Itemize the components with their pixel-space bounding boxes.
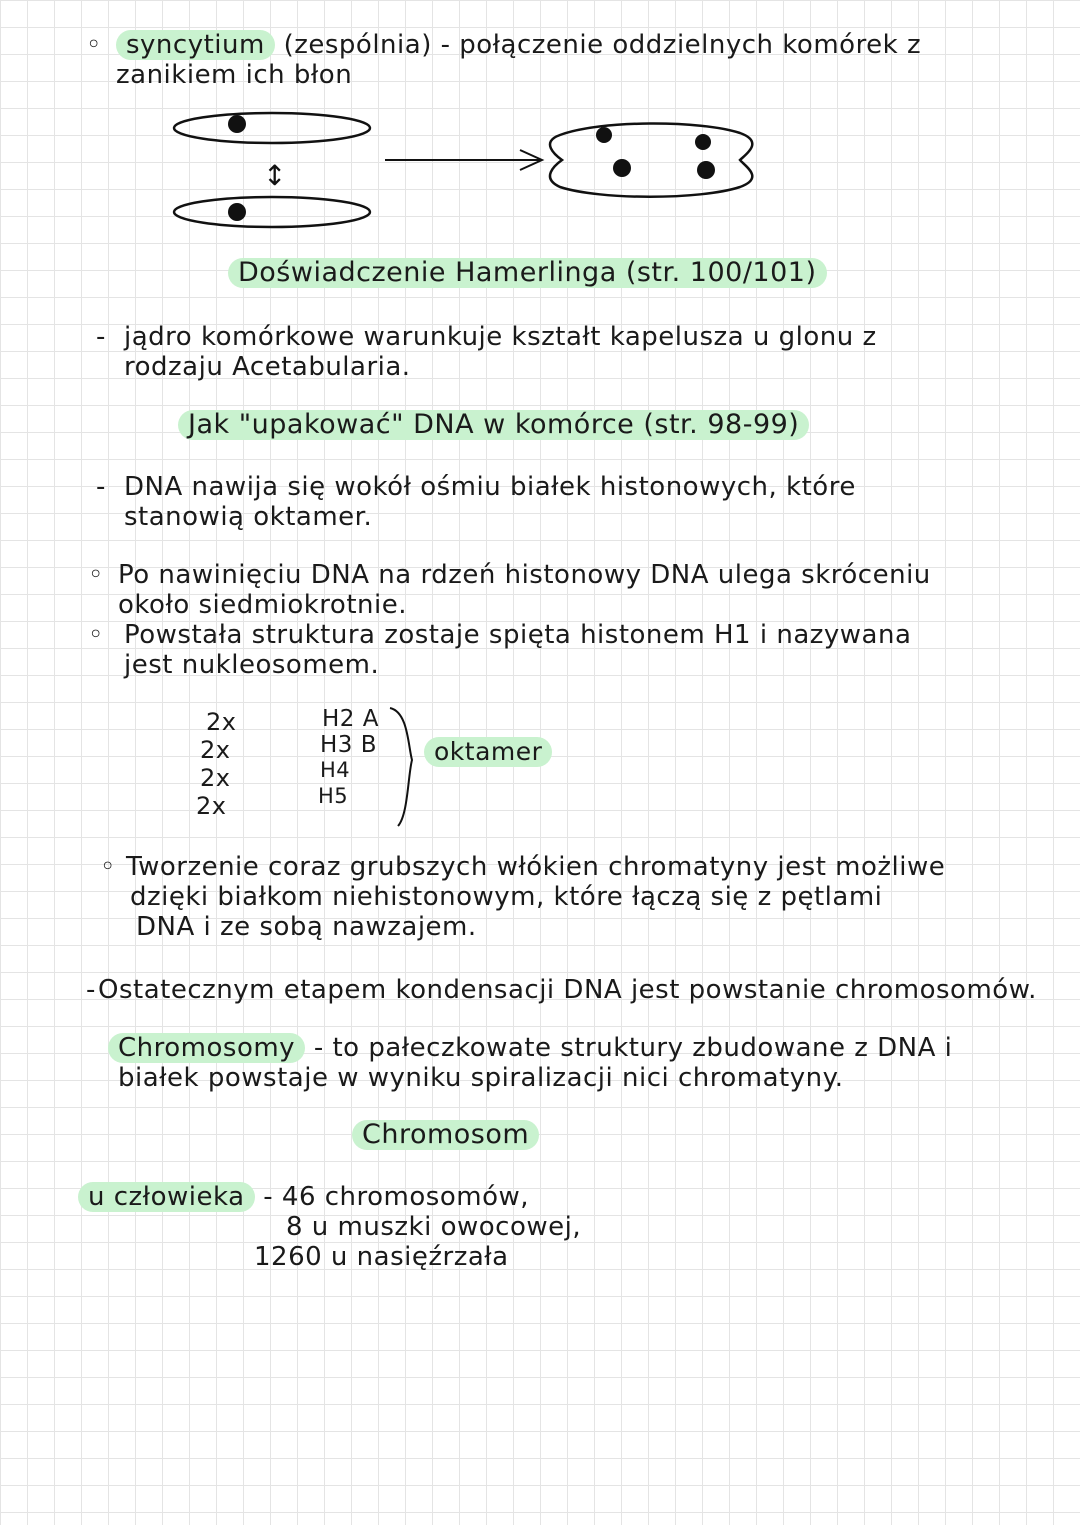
double-arrow-icon: ↕ <box>263 159 287 192</box>
packing-line-1: DNA nawija się wokół ośmiu białek histonowych, które <box>124 472 856 502</box>
chromosome-term: Chromosomy <box>108 1033 305 1063</box>
syncytium-term: syncytium <box>116 30 275 60</box>
octamer-count: 2x <box>200 764 231 792</box>
dash-bullet: - <box>96 472 106 502</box>
syncytium-definition: (zespólnia) - połączenie oddzielnych komórek z <box>283 30 922 60</box>
octamer-label: oktamer <box>424 737 552 767</box>
fruit-fly-line: 8 u muszki owocowej, <box>286 1212 582 1242</box>
chromosome-definition: - to pałeczkowate struktury zbudowane z DNA i <box>313 1033 953 1063</box>
octamer-count: 2x <box>206 708 237 736</box>
chromosome-definition-line-2: białek powstaje w wyniku spiralizacji nici chromatyny. <box>118 1063 844 1093</box>
nucleus-bottom <box>228 203 246 221</box>
syncytium-nucleus-3 <box>695 134 711 150</box>
chromosome-heading: Chromosom <box>352 1120 539 1150</box>
packing-line-2: stanowią oktamer. <box>124 502 373 532</box>
octamer-count: 2x <box>196 792 227 820</box>
packing-bullet-1-line-1: Po nawinięciu DNA na rdzeń histonowy DNA ulega skróceniu <box>118 560 931 590</box>
syncytium-nucleus-1 <box>596 127 612 143</box>
octamer-count: 2x <box>200 736 231 764</box>
fern-line: 1260 u nasięźrzała <box>254 1242 509 1272</box>
syncytium-line-1 <box>116 30 921 60</box>
bullet-circle-icon: ◦ <box>88 620 104 650</box>
syncytium-nucleus-2 <box>613 159 631 177</box>
bullet-circle-icon: ◦ <box>100 852 116 882</box>
dash-bullet: - <box>96 322 106 352</box>
bullet-circle-icon: ◦ <box>86 30 102 60</box>
packing-bullet-2-line-1: Powstała struktura zostaje spięta histonem H1 i nazywana <box>124 620 912 650</box>
histone-name: H3 B <box>320 732 378 758</box>
final-stage-text: Ostatecznym etapem kondensacji DNA jest powstanie chromosomów. <box>98 975 1037 1005</box>
hammerling-heading: Doświadczenie Hamerlinga (str. 100/101) <box>228 258 827 288</box>
chromatin-line-1: Tworzenie coraz grubszych włókien chromatyny jest możliwe <box>126 852 946 882</box>
nucleus-top <box>228 115 246 133</box>
octamer-brace <box>390 708 412 826</box>
dash-bullet: - <box>86 975 96 1005</box>
packing-heading: Jak "upakować" DNA w komórce (str. 98-99) <box>178 410 809 440</box>
bullet-circle-icon: ◦ <box>88 560 104 590</box>
histone-name: H4 <box>320 758 351 782</box>
chromosome-definition-line-1 <box>108 1033 952 1063</box>
histone-name: H5 <box>318 784 349 808</box>
human-value: - 46 chromosomów, <box>263 1182 530 1212</box>
histone-name: H2 A <box>322 706 379 732</box>
syncytium-nucleus-4 <box>697 161 715 179</box>
human-chromosome-line <box>78 1182 529 1212</box>
packing-bullet-2-line-2: jest nukleosomem. <box>124 650 380 680</box>
hammerling-line-2: rodzaju Acetabularia. <box>124 352 411 382</box>
human-label: u człowieka <box>78 1182 255 1212</box>
chromatin-line-2: dzięki białkom niehistonowym, które łączą się z pętlami <box>130 882 883 912</box>
cell-bottom <box>174 197 370 227</box>
syncytium-cell <box>550 123 752 196</box>
packing-bullet-1-line-2: około siedmiokrotnie. <box>118 590 407 620</box>
chromatin-line-3: DNA i ze sobą nawzajem. <box>136 912 477 942</box>
hammerling-line-1: jądro komórkowe warunkuje kształt kapelusza u glonu z <box>124 322 877 352</box>
cell-top <box>174 113 370 143</box>
syncytium-line-2: zanikiem ich błon <box>116 60 353 90</box>
